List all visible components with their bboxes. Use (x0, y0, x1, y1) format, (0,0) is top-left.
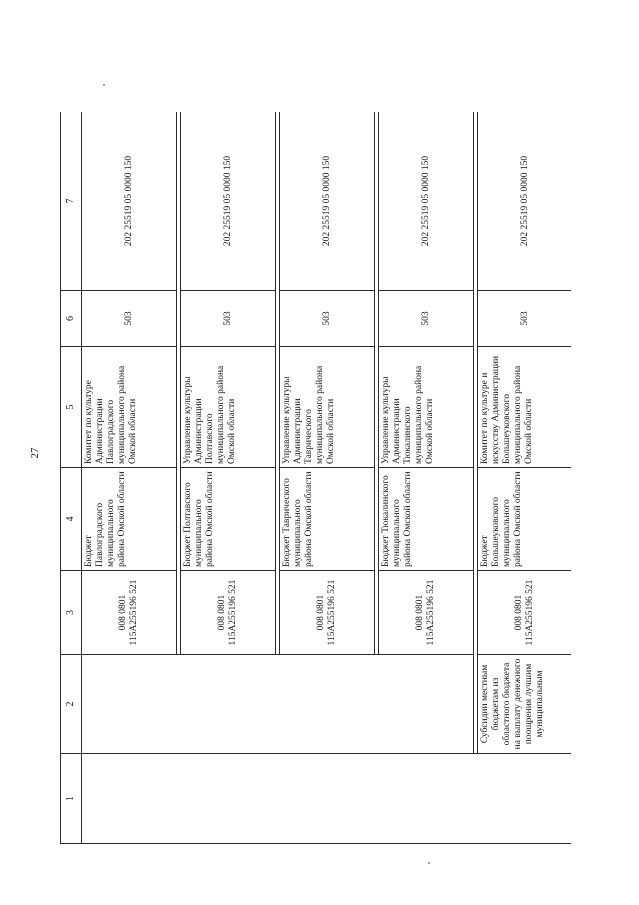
header-cell-3: 3 (61, 571, 82, 655)
budget-code: 008 0801 115A255196 521 (478, 571, 572, 655)
revenue-code: 202 25519 05 0000 150 (82, 112, 177, 291)
administrator: Управление культуры Администрации Тюкалинского муниципального района Омской области (379, 347, 474, 468)
revenue-code: 202 25519 05 0000 150 (280, 112, 375, 291)
table-row (82, 112, 177, 844)
header-cell-7: 7 (61, 112, 82, 291)
budget-recipient: Бюджет Павлоградского муниципального района Омской области (82, 468, 177, 571)
header-row (61, 112, 82, 844)
subsidy-description: Субсидии местным бюджетам из областного бюджета на выплату денежного поощрения лучшим муниципальным (478, 655, 572, 754)
header-cell-2: 2 (61, 655, 82, 754)
revenue-code: 202 25519 05 0000 150 (478, 112, 572, 291)
table-row (478, 112, 572, 844)
header-cell-6: 6 (61, 291, 82, 347)
code-503: 503 (478, 291, 572, 347)
code-503: 503 (379, 291, 474, 347)
revenue-code: 202 25519 05 0000 150 (181, 112, 276, 291)
code-503: 503 (82, 291, 177, 347)
budget-recipient: Бюджет Тюкалинского муниципального района Омской области (379, 468, 474, 571)
page-number: 27 (29, 447, 41, 459)
budget-recipient: Бюджет Таврического муниципального района Омской области (280, 468, 375, 571)
budget-code: 008 0801 115A255196 521 (280, 571, 375, 655)
rotated-table-container (60, 112, 571, 844)
code-503: 503 (181, 291, 276, 347)
code-503: 503 (280, 291, 375, 347)
budget-recipient: Бюджет Большеуковского муниципального района Омской области (478, 468, 572, 571)
header-cell-5: 5 (61, 347, 82, 468)
budget-table (60, 112, 571, 844)
budget-code: 008 0801 115A255196 521 (181, 571, 276, 655)
budget-recipient: Бюджет Полтавского муниципального района Омской области (181, 468, 276, 571)
rotated-table-frame (60, 112, 571, 844)
administrator: Комитет по культуре и искусству Администрации Большеуковского муниципального района Омской области (478, 347, 572, 468)
budget-code: 008 0801 115A255196 521 (379, 571, 474, 655)
scan-speck (103, 84, 105, 86)
administrator: Комитет по культуре Администрации Павлоградского муниципального района Омской области (82, 347, 177, 468)
header-cell-4: 4 (61, 468, 82, 571)
administrator: Управление культуры Администрации Полтавского муниципального района Омской области (181, 347, 276, 468)
budget-code: 008 0801 115A255196 521 (82, 571, 177, 655)
row-col2 (82, 655, 474, 754)
revenue-code: 202 25519 05 0000 150 (379, 112, 474, 291)
scan-speck (428, 862, 430, 864)
header-cell-1: 1 (61, 754, 82, 844)
administrator: Управление культуры Администрации Таврического муниципального района Омской области (280, 347, 375, 468)
row-col1 (82, 754, 572, 844)
